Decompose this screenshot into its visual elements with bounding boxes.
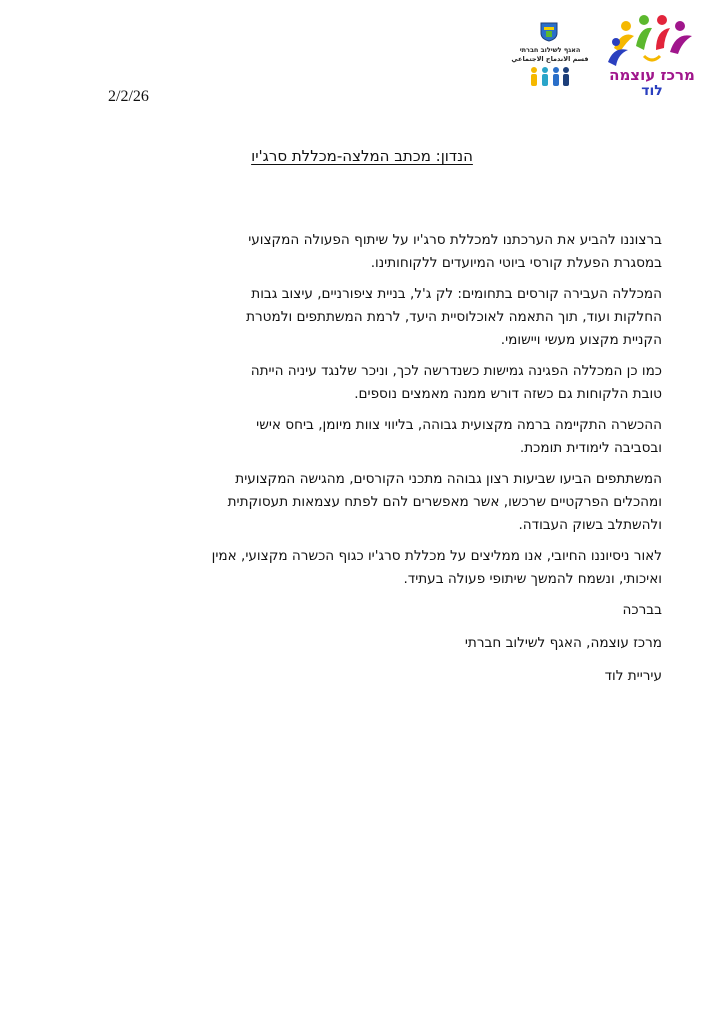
- paragraph-line: החלקות ועוד, תוך התאמה לאוכלוסיית היעד, לרמת המשתתפים ולמטרת: [246, 309, 662, 325]
- paragraph: [100, 360, 662, 406]
- paragraph-line: המשתתפים הביעו שביעות רצון גבוהה מתכני הקורסים, מהגישה המקצועית: [235, 471, 662, 487]
- closing-greeting: בברכה: [622, 602, 662, 618]
- otzma-center-logo: [604, 12, 700, 98]
- otzma-logo-text: מרכז עוצמה: [609, 66, 695, 84]
- social-integration-logo: [500, 22, 600, 94]
- paragraph-line: ומהכלים הפרקטיים שרכשו, אשר מאפשרים להם לפתח עצמאות תעסוקתית: [227, 494, 662, 510]
- paragraph-line: במסגרת הפעלת קורסי ביוטי המיועדים ללקוחותינו.: [370, 255, 662, 271]
- otzma-logo-city: לוד: [641, 83, 663, 99]
- paragraph-line: הקניית מקצוע מעשי ויישומי.: [500, 332, 662, 348]
- paragraph: [100, 414, 662, 460]
- letter-subject: [0, 147, 724, 165]
- paragraph: [100, 283, 662, 352]
- people-icon: [528, 66, 572, 88]
- paragraph-line: כמו כן המכללה הפגינה גמישות כשנדרשה לכך, וניכר שלנגד עיניה הייתה: [250, 363, 662, 379]
- subject-text: הנדון: מכתב המלצה-מכללת סרג'יו: [251, 147, 473, 165]
- closing-block: [100, 599, 662, 688]
- paragraph-line: טובת הלקוחות גם כשזה דורש ממנה מאמצים נוספים.: [354, 386, 662, 402]
- department-name-arabic: قسم الاندماج الاجتماعي: [511, 55, 589, 63]
- department-name-hebrew: האגף לשילוב חברתי: [519, 46, 581, 54]
- crest-icon: [540, 22, 558, 42]
- paragraph-line: ולהשתלב בשוק העבודה.: [518, 517, 662, 533]
- paragraph: [100, 229, 662, 275]
- paragraph-line: ובסביבה לימודית תומכת.: [519, 440, 662, 456]
- paragraph-line: ההכשרה התקיימה ברמה מקצועית גבוהה, בליווי צוות מיומן, ביחס אישי: [256, 417, 662, 433]
- paragraph-line: ואיכותי, ונשמח להמשך שיתופי פעולה בעתיד.: [403, 571, 662, 587]
- closing-municipality: עיריית לוד: [604, 668, 662, 684]
- paragraph: [100, 468, 662, 537]
- paragraph-line: לאור ניסיוננו החיובי, אנו ממליצים על מכללת סרג'יו כגוף הכשרה מקצועי, אמין: [211, 548, 662, 564]
- letter-date: 2/2/26: [108, 88, 149, 105]
- colorful-people-icon: [604, 12, 700, 70]
- paragraph: [100, 545, 662, 591]
- letter-body: [100, 229, 662, 698]
- paragraph-line: המכללה העבירה קורסים בתחומים: לק ג'ל, בניית ציפורניים, עיצוב גבות: [251, 286, 662, 302]
- closing-organization: מרכז עוצמה, האגף לשילוב חברתי: [464, 635, 662, 651]
- paragraph-line: ברצוננו להביע את הערכתנו למכללת סרג'יו על שיתוף הפעולה המקצועי: [248, 232, 662, 248]
